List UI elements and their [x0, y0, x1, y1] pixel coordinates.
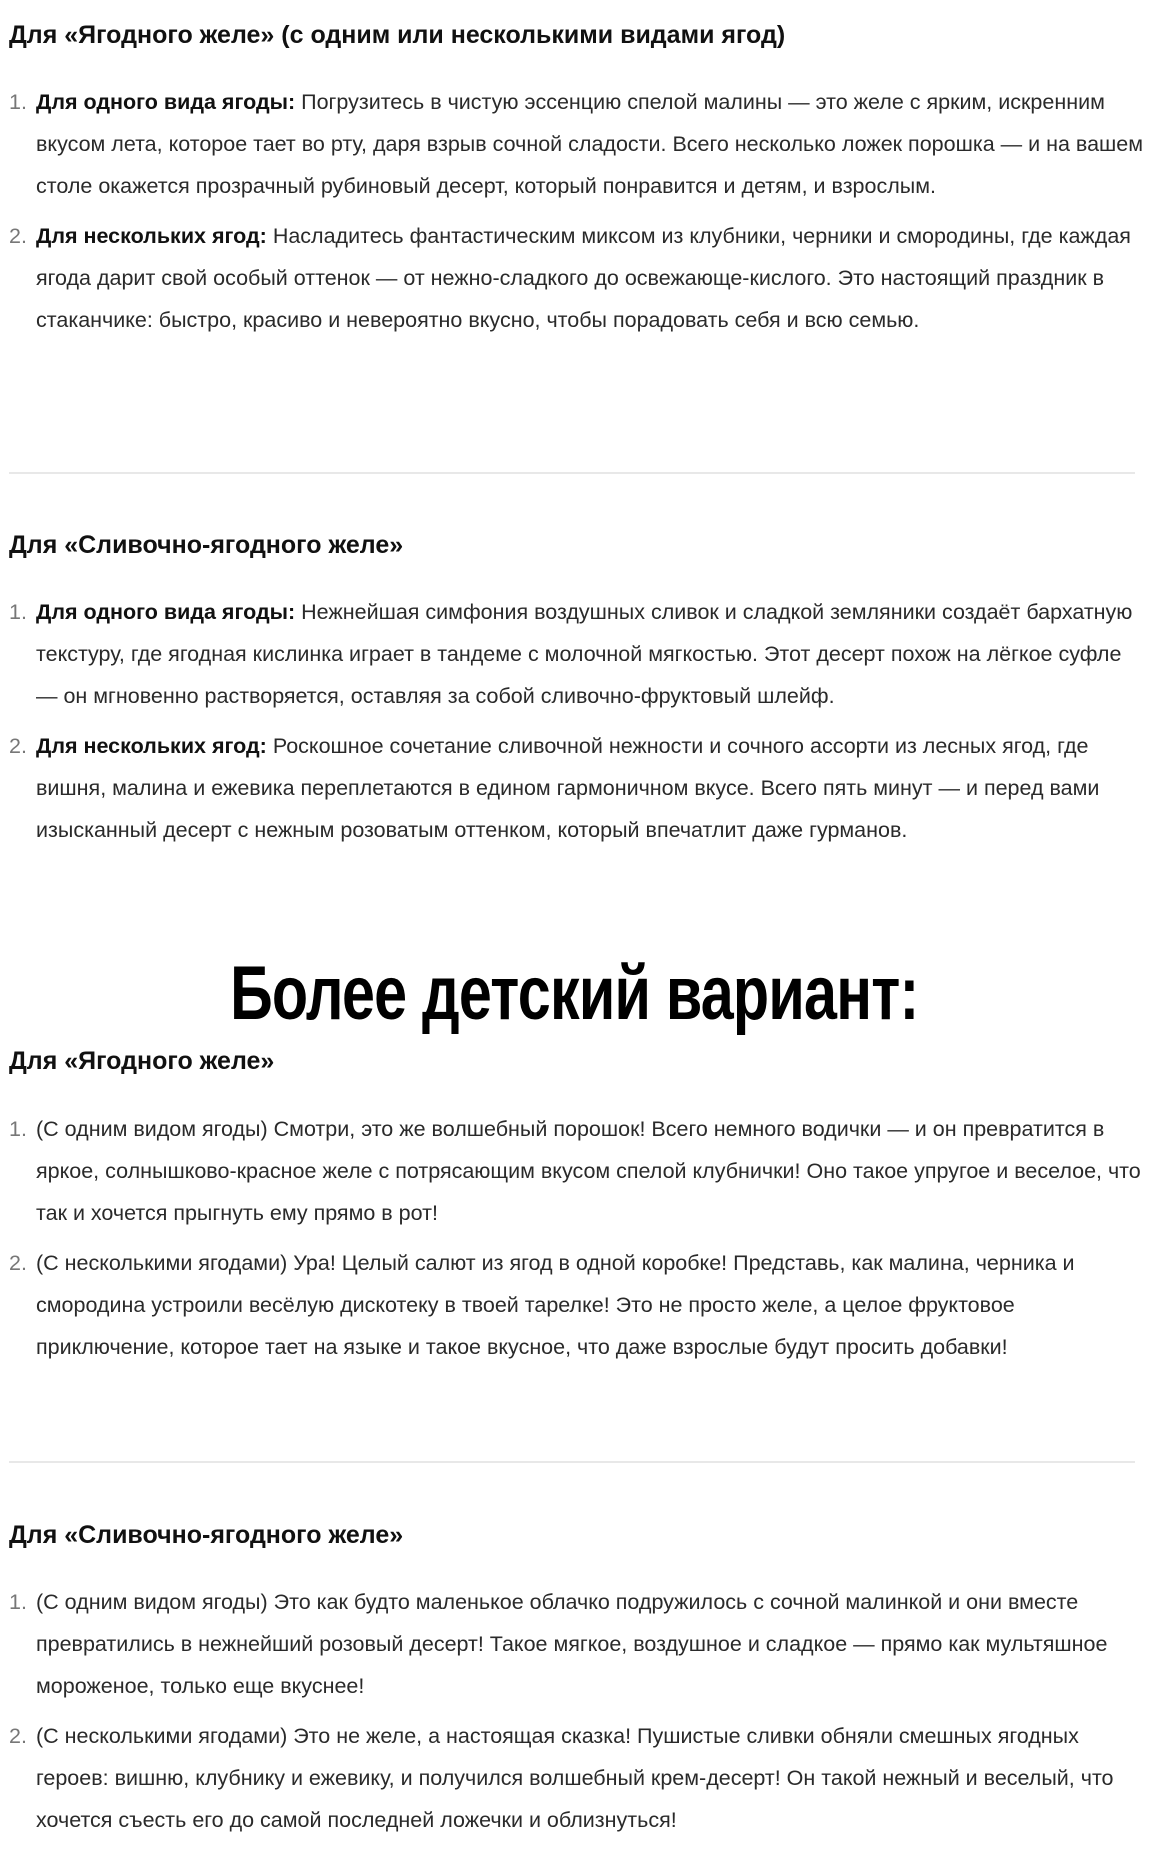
item-number: 2.	[9, 224, 27, 248]
kids-version-title: Более детский вариант:	[230, 951, 919, 1036]
section1-list	[9, 81, 1144, 349]
item-text: Насладитесь фантастическим миксом из клубники, черники и смородины, где каждая ягода дарит свой особый оттенок — от нежно-сладкого до освежающе-кислого. Это настоящий праздник в стаканчике: быстро, красиво и невероятно вкусно, чтобы порадовать себя и всю семью.	[36, 224, 1131, 332]
section-heading: Для «Ягодного желе»	[9, 1047, 275, 1075]
list-item	[9, 1715, 1144, 1841]
item-number: 1.	[9, 90, 27, 114]
section-heading: Для «Сливочно-ягодного желе»	[9, 531, 404, 559]
item-number: 1.	[9, 1590, 27, 1614]
list-item	[9, 81, 1144, 207]
item-lead: Для нескольких ягод:	[36, 224, 267, 248]
item-number: 2.	[9, 734, 27, 758]
section-heading: Для «Ягодного желе» (с одним или несколькими видами ягод)	[9, 21, 786, 49]
item-text: (С несколькими ягодами) Ура! Целый салют из ягод в одной коробке! Представь, как малина, черника и смородина устроили весёлую дискотеку в твоей тарелке! Это не просто желе, а целое фруктовое приключение, которое тает на языке и такое вкусное, что даже взрослые будут просить добавки!	[36, 1251, 1075, 1359]
item-text: (С одним видом ягоды) Смотри, это же волшебный порошок! Всего немного водички — и он превратится в яркое, солнышково-красное желе с потрясающим вкусом спелой клубнички! Оно такое упругое и веселое, что так и хочется прыгнуть ему прямо в рот!	[36, 1117, 1141, 1225]
item-number: 2.	[9, 1724, 27, 1748]
section3-list	[9, 1108, 1144, 1376]
item-lead: Для одного вида ягоды:	[36, 90, 296, 114]
item-number: 1.	[9, 600, 27, 624]
list-item	[9, 215, 1144, 341]
section-heading: Для «Сливочно-ягодного желе»	[9, 1521, 404, 1549]
list-item	[9, 1581, 1144, 1707]
list-item	[9, 1108, 1144, 1234]
item-text: Роскошное сочетание сливочной нежности и сочного ассорти из лесных ягод, где вишня, малина и ежевика переплетаются в едином гармоничном вкусе. Всего пять минут — и перед вами изысканный десерт с нежным розоватым оттенком, который впечатлит даже гурманов.	[36, 734, 1100, 842]
divider	[9, 1461, 1135, 1463]
item-number: 2.	[9, 1251, 27, 1275]
list-item	[9, 591, 1144, 717]
item-lead: Для нескольких ягод:	[36, 734, 267, 758]
list-item	[9, 1242, 1144, 1368]
section4-list	[9, 1581, 1144, 1849]
item-lead: Для одного вида ягоды:	[36, 600, 296, 624]
item-text: Нежнейшая симфония воздушных сливок и сладкой земляники создаёт бархатную текстуру, где ягодная кислинка играет в тандеме с молочной мягкостью. Этот десерт похож на лёгкое суфле — он мгновенно растворяется, оставляя за собой сливочно-фруктовый шлейф.	[36, 600, 1133, 708]
divider	[9, 472, 1135, 474]
item-text: (С несколькими ягодами) Это не желе, а настоящая сказка! Пушистые сливки обняли смешных ягодных героев: вишню, клубнику и ежевику, и получился волшебный крем-десерт! Он такой нежный и веселый, что хочется съесть его до самой последней ложечки и облизнуться!	[36, 1724, 1114, 1832]
item-text: Погрузитесь в чистую эссенцию спелой малины — это желе с ярким, искренним вкусом лета, которое тает во рту, даря взрыв сочной сладости. Всего несколько ложек порошка — и на вашем столе окажется прозрачный рубиновый десерт, который понравится и детям, и взрослым.	[36, 90, 1144, 198]
list-item	[9, 725, 1144, 851]
item-number: 1.	[9, 1117, 27, 1141]
section2-list	[9, 591, 1144, 859]
item-text: (С одним видом ягоды) Это как будто маленькое облачко подружилось с сочной малинкой и они вместе превратились в нежнейший розовый десерт! Такое мягкое, воздушное и сладкое — прямо как мультяшное мороженое, только еще вкуснее!	[36, 1590, 1108, 1698]
